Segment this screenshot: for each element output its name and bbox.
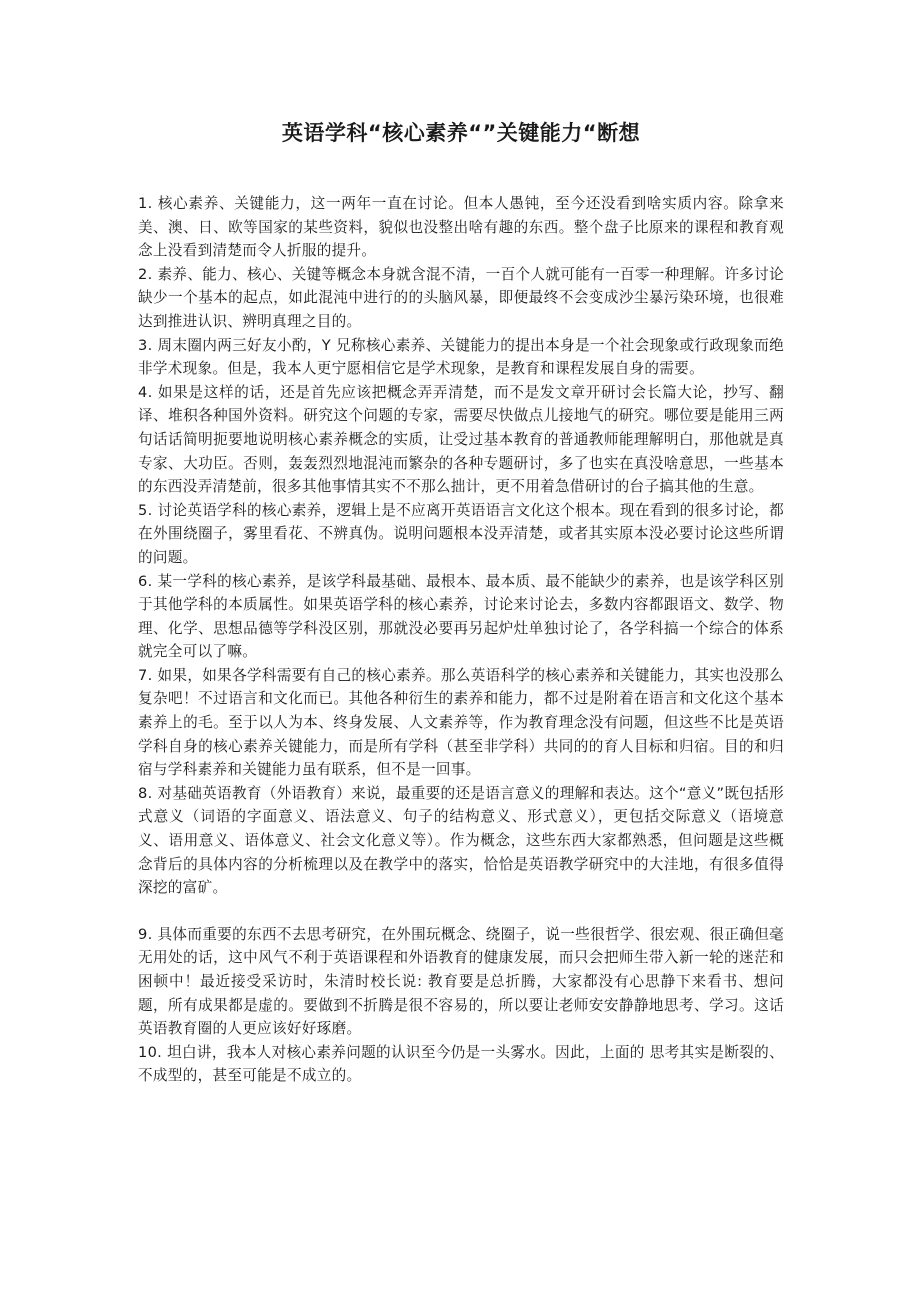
paragraph-6: 6. 某一学科的核心素养，是该学科最基础、最根本、最本质、最不能缺少的素养，也是该学科区别于其他学科的本质属性。如果英语学科的核心素养，讨论来讨论去，多数内容都跟语文、数学、物理、化学、思想品德等学科没区别，那就没必要再另起炉灶单独讨论了，各学科搞一个综合的体系就完全可以了嘛。 [138,572,784,661]
paragraph-2: 2. 素养、能力、核心、关键等概念本身就含混不清，一百个人就可能有一百零一种理解。许多讨论缺少一个基本的起点，如此混沌中进行的的头脑风暴，即便最终不会变成沙尘暴污染环境，也很难达到推进认识、辨明真理之目的。 [138,265,784,330]
paragraph-4: 4. 如果是这样的话，还是首先应该把概念弄弄清楚，而不是发文章开研讨会长篇大论，抄写、翻译、堆积各种国外资料。研究这个问题的专家，需要尽快做点儿接地气的研究。哪位要是能用三两句话话简明扼要地说明核心素养概念的实质，让受过基本教育的普通教师能理解明白，那他就是真专家、大功臣。否则，轰轰烈烈地混沌而繁杂的各种专题研讨，多了也实在真没啥意思，一些基本的东西没弄清楚前，很多其他事情其实不不那么拙计，更不用着急借研讨的台子搞其他的生意。 [138,383,784,496]
paragraph-1: 1. 核心素养、关键能力，这一两年一直在讨论。但本人愚钝，至今还没看到啥实质内容。除拿来美、澳、日、欧等国家的某些资料，貌似也没整出啥有趣的东西。整个盘子比原来的课程和教育观念上没看到清楚而令人折服的提升。 [138,195,784,260]
paragraph-5: 5. 讨论英语学科的核心素养，逻辑上是不应离开英语语言文化这个根本。现在看到的很多讨论，都在外围绕圈子，雾里看花、不辨真伪。说明问题根本没弄清楚，或者其实原本没必要讨论这些所谓的问题。 [138,501,784,566]
paragraph-3: 3. 周末圈内两三好友小酌，Y 兄称核心素养、关键能力的提出本身是一个社会现象或行政现象而绝非学术现象。但是，我本人更宁愿相信它是学术现象，是教育和课程发展自身的需要。 [138,336,784,378]
paragraph-9: 9. 具体而重要的东西不去思考研究，在外围玩概念、绕圈子，说一些很哲学、很宏观、很正确但毫无用处的话，这中风气不利于英语课程和外语教育的健康发展，而只会把师生带入新一轮的迷茫和困顿中！最近接受采访时，朱清时校长说: 教育要是总折腾，大家都没有心思静下来看书、想问题，所有成果都是虚的。要做到不折腾是很不容易的，所以要让老师安安静静地思考、学习。这话英语教育圈的人更应该好好琢磨。 [138,925,784,1038]
document-title: 英语学科“核心素养“”关键能力“断想 [281,121,641,145]
paragraph-7: 7. 如果，如果各学科需要有自己的核心素养。那么英语科学的核心素养和关键能力，其实也没那么复杂吧！不过语言和文化而已。其他各种衍生的素养和能力，都不过是附着在语言和文化这个基本素养上的毛。至于以人为本、终身发展、人文素养等，作为教育理念没有问题，但这些不比是英语学科自身的核心素养关键能力，而是所有学科（甚至非学科）共同的的育人目标和归宿。目的和归宿与学科素养和关键能力虽有联系，但不是一回事。 [138,666,784,779]
paragraph-8: 8. 对基础英语教育（外语教育）来说，最重要的还是语言意义的理解和表达。这个“意义”既包括形式意义（词语的字面意义、语法意义、句子的结构意义、形式意义），更包括交际意义（语境意义、语用意义、语体意义、社会文化意义等）。作为概念，这些东西大家都熟悉，但问题是这些概念背后的具体内容的分析梳理以及在教学中的落实，恰恰是英语教学研究中的大洼地，有很多值得深挖的富矿。 [138,784,784,897]
document-body [138,192,784,1088]
paragraph-10: 10. 坦白讲，我本人对核心素养问题的认识至今仍是一头雾水。因此，上面的 思考其实是断裂的、不成型的，甚至可能是不成立的。 [138,1043,784,1085]
